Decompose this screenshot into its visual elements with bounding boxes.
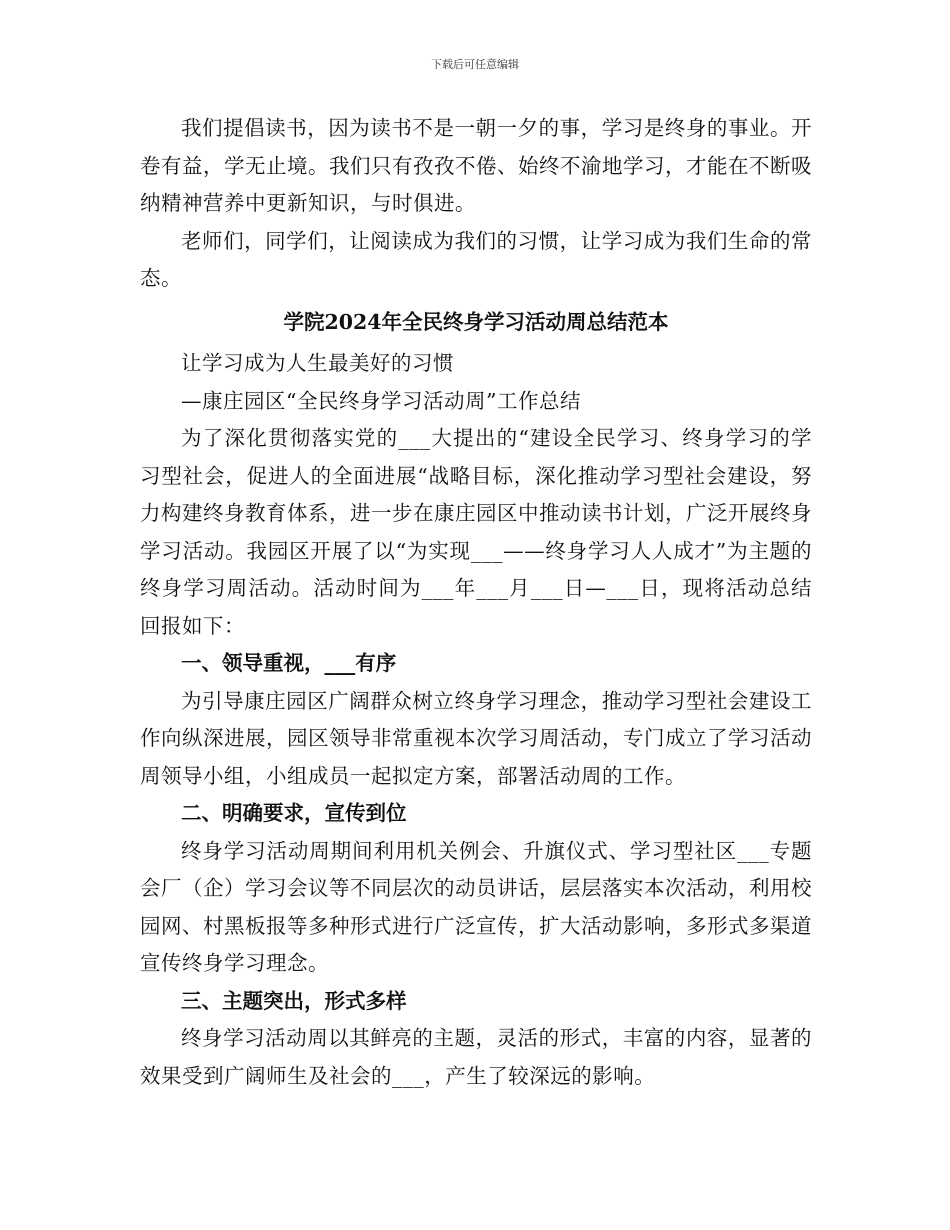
article-subtitle: 让学习成为人生最美好的习惯	[181, 351, 454, 375]
section-heading-1: 一、领导重视，___有序	[181, 651, 397, 675]
paragraph-reading: 我们提倡读书，因为读书不是一朝一夕的事，学习是终身的事业。开卷有益，学无止境。我们只有孜孜不倦、始终不渝地学习，才能在不断吸纳精神营养中更新知识，与时俱进。	[140, 116, 812, 215]
article-intro: 为了深化贯彻落实党的___大提出的“建设全民学习、终身学习的学习型社会，促进人的全面进展“战略目标，深化推动学习型社会建设，努力构建终身教育体系，进一步在康庄园区中推动读书计划，广泛开展终身学习活动。我园区开展了以“为实现___——终身学习人人成才”为主题的终身学习周活动。活动时间为___年___月___日—___日，现将活动总结回报如下：	[140, 426, 812, 638]
article-subtitle-secondary: —康庄园区“全民终身学习活动周”工作总结	[181, 388, 581, 413]
section-heading-3: 三、主题突出，形式多样	[181, 988, 407, 1013]
document-body	[140, 110, 812, 1095]
section-body-2: 终身学习活动周期间利用机关例会、升旗仪式、学习型社区___专题会厂（企）学习会议等不同层次的动员讲话，层层落实本次活动，利用校园网、村黑板报等多种形式进行广泛宣传，扩大活动影响，多形式多渠道宣传终身学习理念。	[140, 838, 812, 975]
section-body-1: 为引导康庄园区广阔群众树立终身学习理念，推动学习型社会建设工作向纵深进展，园区领导非常重视本次学习周活动，专门成立了学习活动周领导小组，小组成员一起拟定方案，部署活动周的工作。	[140, 688, 812, 788]
section-heading-2: 二、明确要求，宣传到位	[181, 801, 407, 825]
section-body-3: 终身学习活动周以其鲜亮的主题，灵活的形式，丰富的内容，显著的效果受到广阔师生及社会的___，产生了较深远的影响。	[140, 1026, 812, 1088]
article-title: 学院2024年全民终身学习活动周总结范本	[283, 309, 669, 334]
page-header-note: 下载后可任意编辑	[431, 58, 519, 71]
paragraph-closing: 老师们，同学们，让阅读成为我们的习惯，让学习成为我们生命的常态。	[140, 228, 812, 290]
